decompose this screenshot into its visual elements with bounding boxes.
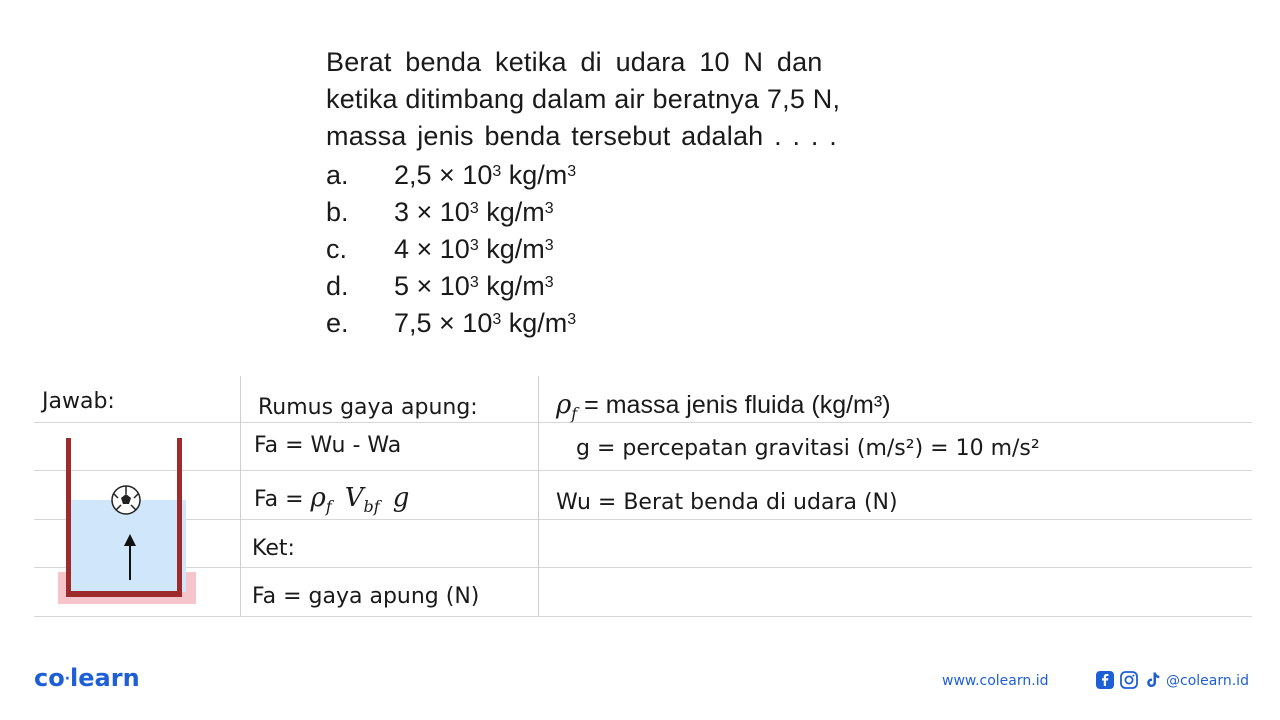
- logo-right: learn: [70, 664, 140, 692]
- option-mantissa: 3 × 10: [394, 197, 470, 227]
- option-unit: kg/m: [508, 308, 568, 338]
- container-right-wall: [177, 438, 182, 596]
- facebook-icon[interactable]: [1096, 671, 1114, 689]
- option-unit-exp: 3: [567, 163, 577, 180]
- option-unit-exp: 3: [544, 274, 554, 291]
- formula-fa-lhs: Fa =: [254, 487, 311, 512]
- container-bottom: [66, 591, 182, 597]
- option-unit-exp: 3: [567, 311, 577, 328]
- instagram-icon[interactable]: [1120, 671, 1138, 689]
- option-mantissa: 5 × 10: [394, 271, 470, 301]
- row-divider: [34, 470, 1252, 471]
- rho-definition: = massa jenis fluida (kg/m³): [584, 391, 891, 419]
- column-divider: [538, 376, 539, 616]
- volume-subscript: bf: [363, 497, 380, 516]
- option-e: [326, 305, 726, 342]
- option-unit: kg/m: [486, 234, 545, 264]
- option-c: [326, 231, 726, 268]
- option-exp: 3: [469, 237, 479, 254]
- option-a: [326, 157, 726, 194]
- row-divider: [34, 616, 1252, 617]
- option-letter: e.: [326, 308, 349, 338]
- buoyancy-formula-title: Rumus gaya apung:: [258, 395, 478, 420]
- rho-subscript: f: [325, 497, 332, 516]
- option-b: [326, 194, 726, 231]
- note-weight-air: Wu = Berat benda di udara (N): [556, 490, 898, 515]
- volume-symbol: V: [344, 483, 364, 513]
- notes-label: Ket:: [252, 536, 295, 561]
- gravity-symbol: g: [392, 483, 410, 513]
- colearn-logo: [34, 664, 140, 692]
- option-letter: b.: [326, 197, 349, 227]
- container-left-wall: [66, 438, 71, 596]
- option-unit: kg/m: [486, 197, 545, 227]
- option-exp: 3: [492, 163, 502, 180]
- rho-subscript: f: [571, 404, 578, 423]
- social-handle[interactable]: @colearn.id: [1166, 673, 1249, 689]
- rho-symbol: ρ: [556, 390, 572, 420]
- logo-left: co: [34, 664, 65, 692]
- option-unit: kg/m: [508, 160, 568, 190]
- formula-fa-archimedes: [254, 483, 409, 516]
- question-line-2: ketika ditimbang dalam air beratnya 7,5 N,: [326, 84, 841, 114]
- option-unit: kg/m: [486, 271, 545, 301]
- website-link[interactable]: www.colearn.id: [942, 673, 1049, 689]
- question-text: [326, 44, 926, 155]
- tiktok-icon[interactable]: [1144, 671, 1162, 689]
- option-letter: d.: [326, 271, 349, 301]
- row-divider: [34, 567, 1252, 568]
- column-divider: [240, 376, 241, 616]
- option-d: [326, 268, 726, 305]
- note-gravity: g = percepatan gravitasi (m/s²) = 10 m/s²: [576, 436, 1040, 461]
- soccer-ball-icon: [112, 486, 140, 514]
- row-divider: [34, 519, 1252, 520]
- option-letter: c.: [326, 234, 348, 264]
- option-exp: 3: [492, 311, 502, 328]
- buoyancy-illustration: [54, 432, 204, 608]
- option-unit-exp: 3: [544, 237, 554, 254]
- option-mantissa: 7,5 × 10: [394, 308, 493, 338]
- option-unit-exp: 3: [544, 200, 554, 217]
- question-line-1: Berat benda ketika di udara 10 N dan: [326, 47, 823, 77]
- question-line-3: massa jenis benda tersebut adalah . . . .: [326, 121, 837, 151]
- option-mantissa: 2,5 × 10: [394, 160, 493, 190]
- logo-dot: ·: [64, 671, 71, 687]
- note-rho-fluid: [556, 390, 891, 423]
- option-exp: 3: [469, 200, 479, 217]
- option-exp: 3: [469, 274, 479, 291]
- answer-options: [326, 157, 726, 342]
- answer-label: Jawab:: [42, 389, 115, 414]
- option-letter: a.: [326, 160, 349, 190]
- rho-symbol: ρ: [310, 483, 326, 513]
- note-fa: Fa = gaya apung (N): [252, 584, 480, 609]
- option-mantissa: 4 × 10: [394, 234, 470, 264]
- formula-fa-weight: Fa = Wu - Wa: [254, 433, 402, 458]
